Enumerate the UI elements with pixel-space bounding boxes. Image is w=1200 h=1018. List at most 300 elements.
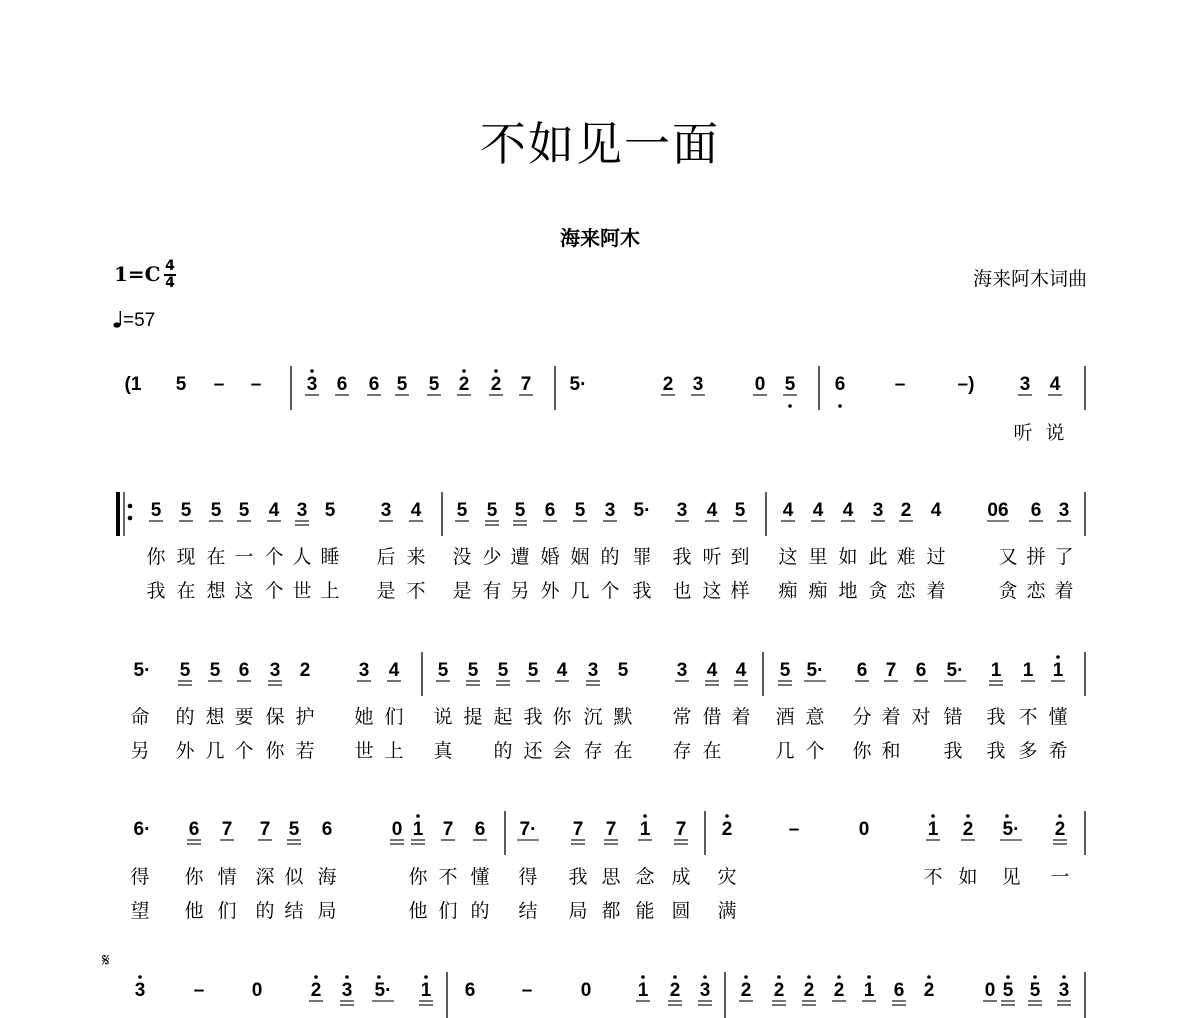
- note: 4: [706, 660, 718, 681]
- lyric-char: 地: [838, 580, 858, 602]
- note: 5: [574, 500, 586, 521]
- lyric-char: 念: [635, 866, 655, 888]
- note: 0: [754, 374, 766, 395]
- lyric-char: 希: [1048, 740, 1068, 762]
- octave-dot-upper: [643, 814, 647, 818]
- note: 5: [497, 660, 509, 681]
- lyric-char: 结: [284, 900, 304, 922]
- octave-dot-upper: [673, 975, 677, 979]
- lyric-char: 我: [523, 706, 543, 728]
- lyric-char: 个: [264, 546, 284, 568]
- lyric-char: 酒: [775, 706, 795, 728]
- note: 4: [842, 500, 854, 521]
- lyric-char: 样: [730, 580, 750, 602]
- lyric-char: 痴: [778, 580, 798, 602]
- note: 7: [605, 819, 617, 840]
- note: 1: [927, 819, 939, 840]
- note: 5·: [374, 980, 392, 1001]
- lyric-char: 了: [1054, 546, 1074, 568]
- lyric-char: 里: [808, 546, 828, 568]
- note: 3: [296, 500, 308, 521]
- note: 2: [740, 980, 752, 1001]
- lyric-char: 们: [217, 900, 237, 922]
- note: 5·: [1002, 819, 1020, 840]
- octave-dot-upper: [310, 369, 314, 373]
- lyric-char: 满: [717, 900, 737, 922]
- lyric-char: 在: [613, 740, 633, 762]
- lyric-char: 想: [206, 580, 226, 602]
- time-signature-denominator: 4: [165, 275, 175, 291]
- note: –: [193, 980, 205, 1001]
- lyric-char: 个: [234, 740, 254, 762]
- octave-dot-upper: [703, 975, 707, 979]
- lyric-char: 在: [702, 740, 722, 762]
- lyric-char: 的: [255, 900, 275, 922]
- lyric-char: 痴: [808, 580, 828, 602]
- lyric-char: 此: [868, 546, 888, 568]
- lyric-char: 睡: [320, 546, 340, 568]
- lyric-char: 听: [702, 546, 722, 568]
- lyric-char: 你: [852, 740, 872, 762]
- note: 6: [544, 500, 556, 521]
- note: 0: [391, 819, 403, 840]
- note: 6: [336, 374, 348, 395]
- lyric-char: 婚: [540, 546, 560, 568]
- note: 6: [893, 980, 905, 1001]
- lyric-char: 你: [265, 740, 285, 762]
- note: 7: [675, 819, 687, 840]
- note: 2: [669, 980, 681, 1001]
- note: 7: [520, 374, 532, 395]
- lyric-char: 一: [1050, 866, 1070, 888]
- lyric-char: 得: [518, 866, 538, 888]
- note: 2: [923, 980, 935, 1001]
- lyric-char: 姻: [570, 546, 590, 568]
- note: 5: [784, 374, 796, 395]
- credit-line: 海来阿木词曲: [972, 268, 1087, 290]
- note: 2: [1054, 819, 1066, 840]
- lyric-char: 你: [146, 546, 166, 568]
- octave-dot-upper: [1058, 814, 1062, 818]
- lyric-char: 存: [672, 740, 692, 762]
- lyric-char: 世: [292, 580, 312, 602]
- lyric-char: 是: [376, 580, 396, 602]
- note: 3: [692, 374, 704, 395]
- lyric-char: 几: [570, 580, 590, 602]
- lyric-char: 我: [943, 740, 963, 762]
- octave-dot-lower: [838, 404, 842, 408]
- note: 5: [1002, 980, 1014, 1001]
- lyric-char: 另: [510, 580, 530, 602]
- note: 4: [782, 500, 794, 521]
- lyric-char: 来: [406, 546, 426, 568]
- note: 6: [856, 660, 868, 681]
- note: 5: [179, 660, 191, 681]
- lyric-char: 若: [295, 740, 315, 762]
- lyric-char: 少: [482, 546, 502, 568]
- note: –: [213, 374, 225, 395]
- lyric-char: 这: [234, 580, 254, 602]
- note: 5: [734, 500, 746, 521]
- note: 3: [358, 660, 370, 681]
- octave-dot-upper: [1062, 975, 1066, 979]
- note: 5: [210, 500, 222, 521]
- lyric-char: 起: [493, 706, 513, 728]
- note: 5: [396, 374, 408, 395]
- note: 6: [1030, 500, 1042, 521]
- octave-dot-upper: [867, 975, 871, 979]
- lyric-char: 还: [523, 740, 543, 762]
- lyric-char: 保: [265, 706, 285, 728]
- note: 7: [572, 819, 584, 840]
- note: 3: [1058, 500, 1070, 521]
- lyric-char: 默: [613, 706, 633, 728]
- note: 2: [310, 980, 322, 1001]
- lyric-char: 我: [632, 580, 652, 602]
- note: 5: [150, 500, 162, 521]
- lyric-char: 也: [672, 580, 692, 602]
- lyric-char: 到: [730, 546, 750, 568]
- note: 5·: [633, 500, 651, 521]
- octave-dot-upper: [314, 975, 318, 979]
- lyric-char: 如: [958, 866, 978, 888]
- note: 0: [251, 980, 263, 1001]
- note: 5: [288, 819, 300, 840]
- note: 1: [639, 819, 651, 840]
- lyric-char: 恋: [1026, 580, 1046, 602]
- lyric-char: 着: [731, 706, 751, 728]
- lyric-char: 他: [184, 900, 204, 922]
- lyric-char: 沉: [583, 706, 603, 728]
- lyric-char: 命: [130, 706, 150, 728]
- note: –: [521, 980, 533, 1001]
- note: 3: [676, 660, 688, 681]
- lyric-char: 不: [1018, 706, 1038, 728]
- repeat-dot: [128, 504, 133, 509]
- lyric-char: 上: [320, 580, 340, 602]
- note: 4: [1049, 374, 1061, 395]
- lyric-char: 你: [184, 866, 204, 888]
- lyric-char: 在: [176, 580, 196, 602]
- note: 5: [1029, 980, 1041, 1001]
- note: 4: [388, 660, 400, 681]
- note: 6: [238, 660, 250, 681]
- repeat-thick-bar: [116, 492, 120, 536]
- time-signature-numerator: 4: [165, 258, 175, 274]
- note: 7: [221, 819, 233, 840]
- note: 1: [637, 980, 649, 1001]
- note: 3: [587, 660, 599, 681]
- lyric-char: 你: [408, 866, 428, 888]
- lyric-char: 的: [493, 740, 513, 762]
- lyric-char: 又: [998, 546, 1018, 568]
- octave-dot-upper: [424, 975, 428, 979]
- octave-dot-upper: [1005, 814, 1009, 818]
- lyric-char: 有: [482, 580, 502, 602]
- note: 2: [962, 819, 974, 840]
- note: 0: [858, 819, 870, 840]
- lyric-char: 几: [775, 740, 795, 762]
- octave-dot-upper: [744, 975, 748, 979]
- note: 7·: [519, 819, 537, 840]
- lyric-char: 着: [881, 706, 901, 728]
- note: 3: [306, 374, 318, 395]
- octave-dot-upper: [927, 975, 931, 979]
- note: 1: [1022, 660, 1034, 681]
- octave-dot-upper: [494, 369, 498, 373]
- segno-icon: 𝄋: [102, 950, 110, 971]
- lyric-char: 意: [805, 706, 825, 728]
- artist-name: 海来阿木: [560, 226, 640, 250]
- lyric-char: 提: [463, 706, 483, 728]
- note: 2: [662, 374, 674, 395]
- lyric-char: 成: [671, 866, 691, 888]
- lyric-char: 外: [540, 580, 560, 602]
- note: 7: [885, 660, 897, 681]
- note: 6: [188, 819, 200, 840]
- lyric-char: 他: [408, 900, 428, 922]
- lyric-char: 们: [384, 706, 404, 728]
- note: 7: [259, 819, 271, 840]
- lyric-char: 听: [1013, 422, 1033, 444]
- octave-dot-upper: [931, 814, 935, 818]
- lyric-char: 在: [206, 546, 226, 568]
- note: 5: [180, 500, 192, 521]
- lyric-char: 思: [601, 866, 621, 888]
- lyric-char: 另: [130, 740, 150, 762]
- note: 3: [341, 980, 353, 1001]
- lyric-char: 说: [1045, 422, 1065, 444]
- lyric-char: 想: [205, 706, 225, 728]
- lyric-char: 遭: [510, 546, 530, 568]
- note: 4: [268, 500, 280, 521]
- note: 5·: [569, 374, 587, 395]
- lyric-char: 她: [354, 706, 374, 728]
- lyric-char: 灾: [717, 866, 737, 888]
- note: 4: [930, 500, 942, 521]
- lyric-char: 难: [896, 546, 916, 568]
- lyric-char: 常: [672, 706, 692, 728]
- key-signature: 1=C: [114, 262, 161, 286]
- lyric-char: 着: [1054, 580, 1074, 602]
- lyric-char: 懂: [1048, 706, 1068, 728]
- note: 06: [987, 500, 1009, 521]
- note: 6: [368, 374, 380, 395]
- lyric-char: 圆: [671, 900, 691, 922]
- lyric-char: 是: [452, 580, 472, 602]
- lyric-char: 我: [986, 740, 1006, 762]
- lyric-char: 过: [926, 546, 946, 568]
- lyric-char: 我: [568, 866, 588, 888]
- lyric-char: 深: [255, 866, 275, 888]
- lyric-char: 这: [702, 580, 722, 602]
- lyric-char: 我: [986, 706, 1006, 728]
- octave-dot-upper: [345, 975, 349, 979]
- note: 5: [514, 500, 526, 521]
- octave-dot-upper: [1006, 975, 1010, 979]
- lyric-char: 恋: [896, 580, 916, 602]
- lyric-char: 上: [384, 740, 404, 762]
- lyric-char: 人: [292, 546, 312, 568]
- note: 6: [474, 819, 486, 840]
- note: 6: [834, 374, 846, 395]
- lyric-char: 都: [601, 900, 621, 922]
- note: 4: [735, 660, 747, 681]
- lyric-char: 我: [672, 546, 692, 568]
- lyric-char: 分: [852, 706, 872, 728]
- note: 6·: [133, 819, 151, 840]
- lyric-char: 拼: [1026, 546, 1046, 568]
- lyric-char: 个: [264, 580, 284, 602]
- note: 3: [1019, 374, 1031, 395]
- lyric-char: 你: [552, 706, 572, 728]
- octave-dot-upper: [416, 814, 420, 818]
- lyric-char: 罪: [632, 546, 652, 568]
- note: 1: [863, 980, 875, 1001]
- note: 5: [428, 374, 440, 395]
- lyric-char: 护: [295, 706, 315, 728]
- note: 5: [467, 660, 479, 681]
- lyric-char: 世: [354, 740, 374, 762]
- note: 3: [604, 500, 616, 521]
- lyric-char: 得: [130, 866, 150, 888]
- note: 7: [442, 819, 454, 840]
- note: 5: [486, 500, 498, 521]
- lyric-char: 望: [130, 900, 150, 922]
- note: –: [894, 374, 906, 395]
- octave-dot-upper: [377, 975, 381, 979]
- note: 4: [556, 660, 568, 681]
- repeat-dot: [128, 516, 133, 521]
- lyric-char: 后: [376, 546, 396, 568]
- lyric-char: 要: [234, 706, 254, 728]
- note: 3: [872, 500, 884, 521]
- lyric-char: 个: [805, 740, 825, 762]
- note: 5·: [946, 660, 964, 681]
- note: 0: [580, 980, 592, 1001]
- note: 4: [812, 500, 824, 521]
- lyric-char: 如: [838, 546, 858, 568]
- note: 2: [458, 374, 470, 395]
- lyric-char: 存: [583, 740, 603, 762]
- lyric-char: 这: [778, 546, 798, 568]
- lyric-char: 几: [205, 740, 225, 762]
- note: 3: [676, 500, 688, 521]
- note: 5: [527, 660, 539, 681]
- note: 3: [269, 660, 281, 681]
- note: 6: [321, 819, 333, 840]
- lyric-char: 不: [406, 580, 426, 602]
- note: 3: [134, 980, 146, 1001]
- lyric-char: 不: [923, 866, 943, 888]
- lyric-char: 会: [552, 740, 572, 762]
- note: 5: [324, 500, 336, 521]
- note: 5: [437, 660, 449, 681]
- note: 5: [617, 660, 629, 681]
- lyric-char: 局: [568, 900, 588, 922]
- lyric-char: 结: [518, 900, 538, 922]
- note: 2: [490, 374, 502, 395]
- lyric-char: 外: [175, 740, 195, 762]
- note: –: [250, 374, 262, 395]
- octave-dot-upper: [1033, 975, 1037, 979]
- note: 6: [915, 660, 927, 681]
- note: 2: [803, 980, 815, 1001]
- note: –): [957, 374, 975, 395]
- lyric-char: 见: [1001, 866, 1021, 888]
- octave-dot-upper: [837, 975, 841, 979]
- note: (1: [124, 374, 142, 395]
- lyric-char: 能: [635, 900, 655, 922]
- note: 3: [1058, 980, 1070, 1001]
- lyric-char: 错: [943, 706, 963, 728]
- lyric-char: 对: [911, 706, 931, 728]
- note: 5: [209, 660, 221, 681]
- octave-dot-upper: [807, 975, 811, 979]
- note: 2: [833, 980, 845, 1001]
- lyric-char: 借: [702, 706, 722, 728]
- lyric-char: 说: [433, 706, 453, 728]
- octave-dot-upper: [966, 814, 970, 818]
- lyric-char: 的: [470, 900, 490, 922]
- lyric-char: 们: [438, 900, 458, 922]
- octave-dot-upper: [641, 975, 645, 979]
- lyric-char: 一: [234, 546, 254, 568]
- note: 2: [721, 819, 733, 840]
- lyric-char: 和: [881, 740, 901, 762]
- note: 5: [175, 374, 187, 395]
- page-title: 不如见一面: [480, 117, 720, 171]
- lyric-char: 的: [600, 546, 620, 568]
- note: 1: [412, 819, 424, 840]
- octave-dot-lower: [788, 404, 792, 408]
- note: –: [788, 819, 800, 840]
- lyric-char: 贪: [868, 580, 888, 602]
- lyric-char: 懂: [470, 866, 490, 888]
- lyric-char: 真: [433, 740, 453, 762]
- lyric-char: 情: [217, 866, 237, 888]
- lyric-char: 的: [175, 706, 195, 728]
- note: 3: [699, 980, 711, 1001]
- octave-dot-upper: [462, 369, 466, 373]
- note: 1: [420, 980, 432, 1001]
- note: 2: [773, 980, 785, 1001]
- lyric-char: 现: [176, 546, 196, 568]
- note: 2: [299, 660, 311, 681]
- lyric-char: 我: [146, 580, 166, 602]
- lyric-char: 贪: [998, 580, 1018, 602]
- lyric-char: 海: [317, 866, 337, 888]
- lyric-char: 局: [317, 900, 337, 922]
- note: 5·: [806, 660, 824, 681]
- note: 4: [706, 500, 718, 521]
- lyric-char: 不: [438, 866, 458, 888]
- octave-dot-upper: [725, 814, 729, 818]
- note: 1: [1052, 660, 1064, 681]
- note: 5·: [133, 660, 151, 681]
- lyric-char: 着: [926, 580, 946, 602]
- note: 0: [984, 980, 996, 1001]
- note: 1: [990, 660, 1002, 681]
- lyric-char: 没: [452, 546, 472, 568]
- octave-dot-upper: [138, 975, 142, 979]
- lyric-char: 个: [600, 580, 620, 602]
- note: 2: [900, 500, 912, 521]
- note: 3: [380, 500, 392, 521]
- note: 5: [456, 500, 468, 521]
- lyric-char: 似: [284, 866, 304, 888]
- note: 5: [779, 660, 791, 681]
